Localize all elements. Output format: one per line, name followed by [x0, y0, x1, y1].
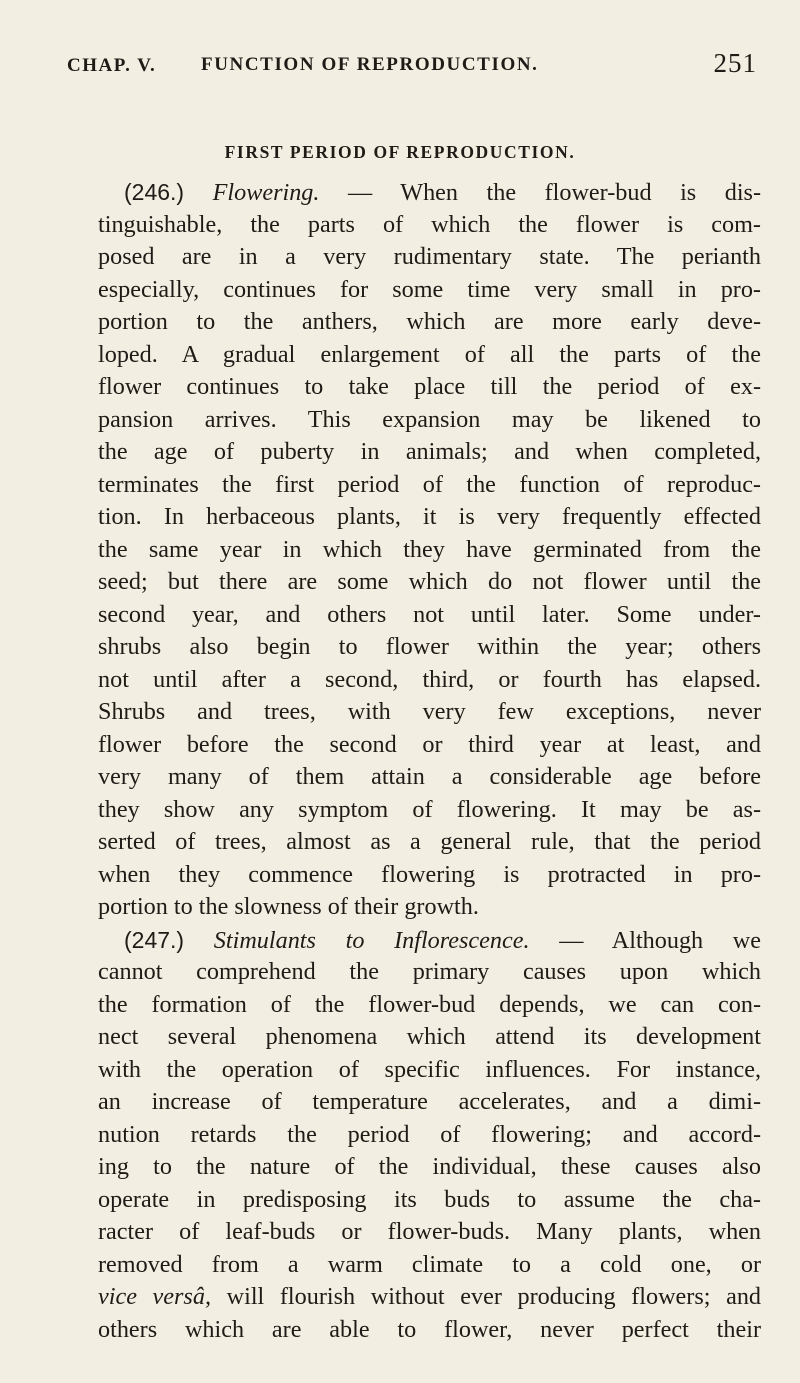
text-line: tinguishable, the parts of which the flower is com- [98, 210, 761, 238]
text-line: flower continues to take place till the period of ex- [98, 373, 761, 400]
paragraph-246-first-line [98, 176, 761, 209]
chapter-label: CHAP. V. [67, 55, 157, 76]
text-line: seed; but there are some which do not flower until the [98, 568, 761, 595]
text-line: very many of them attain a considerable age before [98, 763, 761, 790]
text-segment: will flourish without ever producing flowers; and [226, 1283, 762, 1310]
text-line: serted of trees, almost as a general rule, that the period [98, 828, 761, 855]
text-line: — When the flower-bud is dis- [347, 179, 762, 206]
paragraph-number: (247.) [124, 926, 185, 953]
section-title: FIRST PERIOD OF REPRODUCTION. [224, 142, 576, 162]
paragraph-number: (246.) [124, 179, 185, 205]
text-line: an increase of temperature accelerates, and a dimi- [98, 1088, 761, 1115]
text-line: nution retards the period of flowering; and accord- [98, 1120, 761, 1148]
text-line: with the operation of specific influences. For instance, [98, 1055, 761, 1083]
text-line: loped. A gradual enlargement of all the parts of the [98, 340, 761, 368]
text-line: racter of leaf-buds or flower-buds. Many plants, when [98, 1218, 761, 1245]
text-line: nect several phenomena which attend its development [98, 1023, 761, 1050]
text-line: second year, and others not until later. Some under- [98, 600, 761, 628]
paragraph-heading: Stimulants to Inflorescence. [213, 926, 530, 954]
chapter-title: FUNCTION OF REPRODUCTION. [201, 54, 539, 75]
text-line: terminates the first period of the function of reproduc- [98, 470, 761, 498]
text-line: cannot comprehend the primary causes upon which [98, 958, 761, 985]
text-line: especially, continues for some time very small in pro- [98, 275, 761, 303]
text-line: posed are in a very rudimentary state. The perianth [98, 243, 761, 270]
text-line: removed from a warm climate to a cold one, or [98, 1250, 761, 1278]
text-line: portion to the anthers, which are more early deve- [98, 308, 761, 335]
text-line: portion to the slowness of their growth. [98, 893, 479, 920]
text-line: the same year in which they have germinated from the [98, 535, 761, 563]
text-line: shrubs also begin to flower within the year; others [98, 633, 761, 660]
text-line: not until after a second, third, or fourth has elapsed. [98, 665, 761, 693]
text-line: they show any symptom of flowering. It may be as- [98, 795, 761, 823]
text-line: operate in predisposing its buds to assume the cha- [98, 1185, 761, 1213]
text-line: Shrubs and trees, with very few exceptions, never [98, 698, 761, 725]
text-line: ing to the nature of the individual, these causes also [98, 1153, 761, 1180]
text-line: when they commence flowering is protracted in pro- [98, 860, 761, 888]
text-line: — Although we [559, 926, 762, 954]
italic-phrase: vice versâ, [98, 1283, 211, 1310]
paragraph-heading: Flowering. [212, 179, 320, 206]
text-line: flower before the second or third year at least, and [98, 730, 761, 758]
text-line: pansion arrives. This expansion may be likened to [98, 405, 761, 433]
text-line-with-italic [98, 1281, 761, 1314]
running-head [67, 48, 757, 88]
text-line: the formation of the flower-bud depends, we can con- [98, 990, 761, 1018]
page-number: 251 [713, 48, 757, 78]
text-line: the age of puberty in animals; and when completed, [98, 438, 761, 465]
text-line: tion. In herbaceous plants, it is very frequently effected [98, 503, 761, 530]
text-line: others which are able to flower, never perfect their [98, 1315, 761, 1343]
body-text [98, 176, 761, 1346]
paragraph-247-first-line [98, 924, 761, 957]
